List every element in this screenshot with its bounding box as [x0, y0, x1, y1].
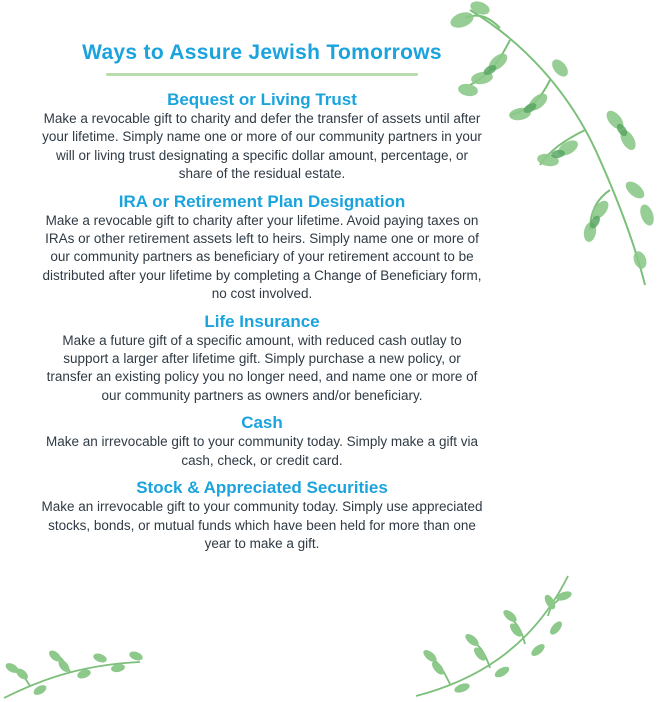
section-heading: Bequest or Living Trust — [167, 90, 357, 109]
section-heading: Life Insurance — [204, 311, 320, 331]
bottom-left-leaf-sprig — [0, 640, 150, 702]
section-stock-securities — [40, 478, 484, 553]
section-body: Make a future gift of a specific amount, with reduced cash outlay to support a larger after lifetime gift. Simply purchase a new policy, or transfer an existing policy you no longer need, and name one or more of our community partners as owners and/or beneficiary. — [46, 332, 478, 403]
section-cash — [40, 413, 484, 470]
section-bequest-living-trust — [40, 90, 484, 184]
section-ira-retirement — [40, 192, 484, 304]
section-body: Make an irrevocable gift to your community today. Simply make a gift via cash, check, or credit card. — [46, 434, 478, 468]
section-heading: Cash — [241, 413, 283, 433]
section-heading: Stock & Appreciated Securities — [136, 478, 388, 498]
title-divider — [106, 73, 418, 76]
section-body: Make a revocable gift to charity and defer the transfer of assets until after your lifetime. Simply name one or more of our community partners in your will or living trust designating a specific dollar amount, percentage, or share of the residual estate. — [42, 111, 482, 182]
section-body: Make an irrevocable gift to your community today. Simply use appreciated stocks, bonds, or mutual funds which have been held for more than one year to make a gift. — [41, 499, 483, 551]
bottom-right-leaf-branch — [410, 572, 580, 702]
section-life-insurance — [40, 312, 484, 406]
planned-giving-content — [40, 36, 484, 561]
section-heading: IRA or Retirement Plan Designation — [118, 191, 406, 211]
page-title: Ways to Assure Jewish Tomorrows — [82, 41, 442, 64]
section-body: Make a revocable gift to charity after your lifetime. Avoid paying taxes on IRAs or other retirement assets left to heirs. Simply name one or more of our community partners as beneficiary of your retirement account to be distributed after your lifetime by completing a Change of Beneficiary form, no cost involved. — [42, 212, 482, 302]
